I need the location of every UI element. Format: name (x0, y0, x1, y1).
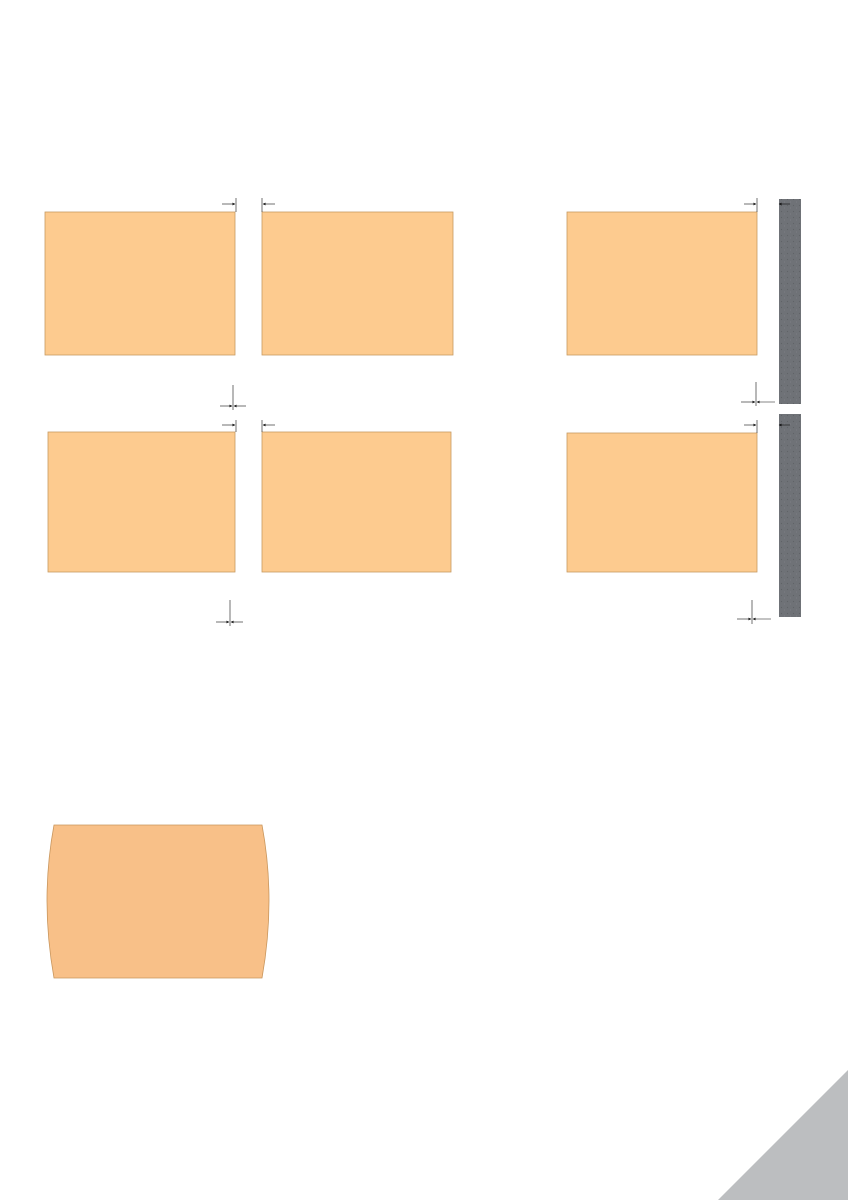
dimension-50mm-top-left (220, 385, 246, 410)
wall-upright (779, 414, 801, 617)
single-non-debordantes (567, 199, 801, 404)
dimension-50mm-bottom-right (737, 600, 771, 624)
load-box (48, 432, 235, 572)
load-box (45, 212, 235, 355)
single-debordantes (567, 414, 801, 617)
pair-non-debordantes-double (45, 212, 453, 355)
dimension-50mm-bottom-left (216, 600, 243, 626)
load-box (262, 432, 451, 572)
corner-decoration (718, 1070, 848, 1200)
load-box (567, 212, 757, 355)
bulging-load (47, 825, 269, 978)
pair-debordantes-double (48, 432, 451, 572)
dimension-50mm-top-right (741, 382, 775, 406)
load-box (262, 212, 453, 355)
dimension-100mm-top-left (222, 198, 275, 212)
load-box (567, 433, 757, 572)
dimension-100mm-bottom-left (222, 420, 275, 432)
wall-upright (779, 199, 801, 404)
